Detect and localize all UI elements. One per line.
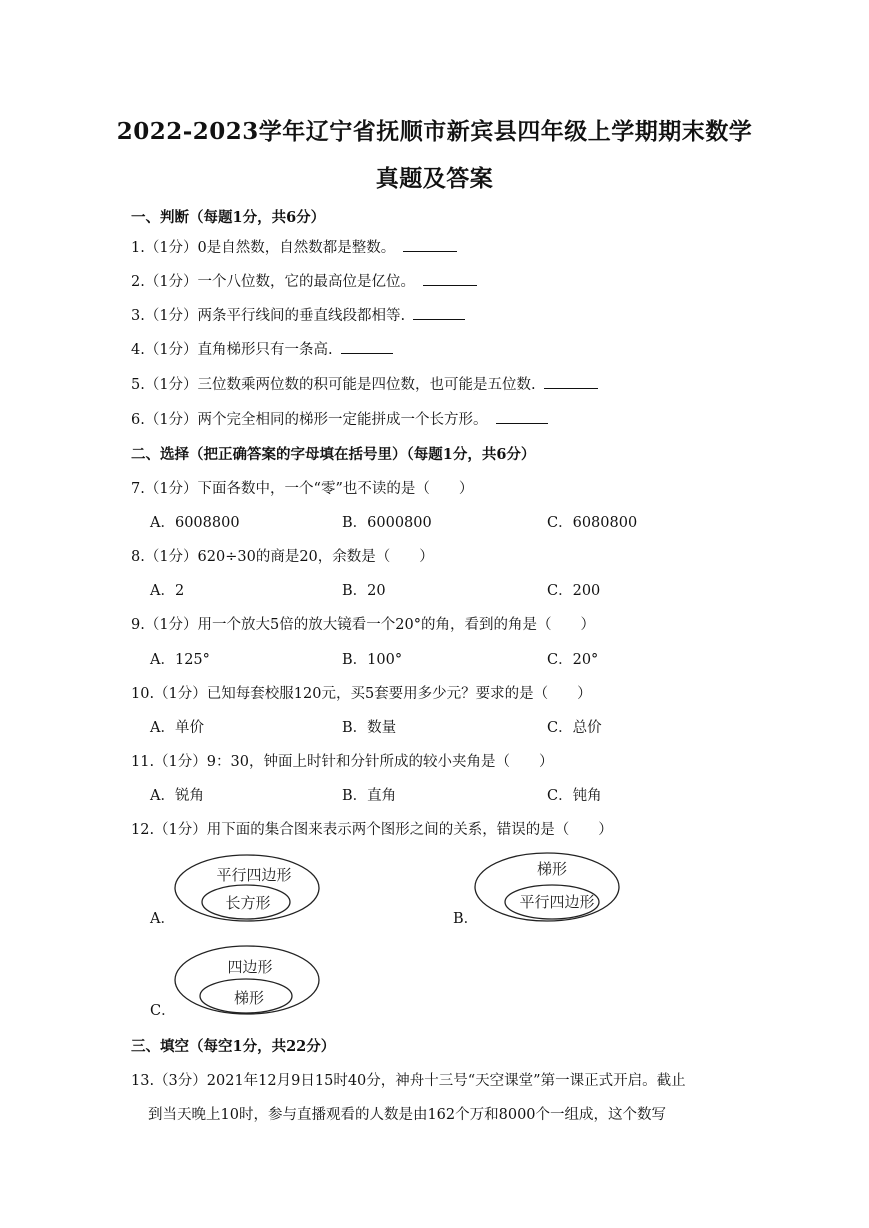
question-8-text: 8.（1分）620÷30的商是20，余数是（ ） [131, 549, 434, 565]
question-6 [131, 408, 548, 429]
answer-blank[interactable] [403, 250, 457, 252]
question-9-option-c[interactable]: C．20° [547, 652, 599, 668]
question-9-option-a[interactable]: A．125° [150, 652, 210, 668]
question-7-text: 7.（1分）下面各数中，一个“零”也不读的是（ ） [131, 481, 474, 497]
question-8-option-c[interactable]: C．200 [547, 583, 601, 599]
inner-label: 梯形 [233, 989, 265, 1007]
question-10-text: 10.（1分）已知每套校服120元，买5套要用多少元？要求的是（ ） [131, 686, 592, 702]
question-10-option-c[interactable]: C．总价 [547, 720, 602, 736]
question-2-text: 2.（1分）一个八位数，它的最高位是亿位。 [131, 274, 416, 290]
question-13-line-1: 13.（3分）2021年12月9日15时40分，神舟十三号“天空课堂”第一课正式开启。截止 [131, 1073, 686, 1089]
question-9-text: 9.（1分）用一个放大5倍的放大镜看一个20°的角，看到的角是（ ） [131, 617, 595, 633]
section-1-heading: 一、判断（每题1分，共6分） [131, 209, 326, 226]
outer-label: 梯形 [536, 860, 568, 878]
question-6-text: 6.（1分）两个完全相同的梯形一定能拼成一个长方形。 [131, 412, 488, 428]
question-1-text: 1.（1分）0是自然数，自然数都是整数。 [131, 240, 396, 256]
question-12-option-a-letter[interactable]: A． [150, 911, 175, 927]
question-7-option-a[interactable]: A．6008800 [150, 515, 240, 531]
document-title-line2: 真题及答案 [375, 165, 494, 192]
answer-blank[interactable] [423, 284, 477, 286]
question-11-option-a[interactable]: A．锐角 [150, 788, 204, 804]
question-12-option-b-letter[interactable]: B． [453, 911, 479, 927]
document-title-line1: 2022-2023学年辽宁省抚顺市新宾县四年级上学期期末数学 [116, 118, 753, 145]
question-7-option-c[interactable]: C．6080800 [547, 515, 638, 531]
question-5 [131, 373, 598, 394]
section-3-heading: 三、填空（每空1分，共22分） [131, 1038, 336, 1055]
question-3-text: 3.（1分）两条平行线间的垂直线段都相等. [131, 308, 406, 324]
question-9-option-b[interactable]: B．100° [342, 652, 403, 668]
answer-blank[interactable] [544, 387, 598, 389]
question-5-text: 5.（1分）三位数乘两位数的积可能是四位数，也可能是五位数. [131, 377, 536, 393]
question-8-option-a[interactable]: A．2 [150, 583, 185, 599]
question-13-line-2: 到当天晚上10时，参与直播观看的人数是由162个万和8000个一组成，这个数写 [148, 1107, 667, 1123]
answer-blank[interactable] [496, 422, 548, 424]
question-10-option-a[interactable]: A．单价 [150, 720, 204, 736]
question-3 [131, 304, 465, 325]
question-11-option-c[interactable]: C．钝角 [547, 788, 602, 804]
question-10-option-b[interactable]: B．数量 [342, 720, 397, 736]
venn-diagram-b [472, 850, 622, 924]
question-4 [131, 338, 393, 359]
question-12-text: 12.（1分）用下面的集合图来表示两个图形之间的关系，错误的是（ ） [131, 822, 613, 838]
question-1 [131, 236, 457, 257]
outer-label: 四边形 [227, 958, 273, 976]
question-7-option-b[interactable]: B．6000800 [342, 515, 432, 531]
question-11-text: 11.（1分）9：30，钟面上时针和分针所成的较小夹角是（ ） [131, 754, 554, 770]
inner-label: 平行四边形 [519, 893, 595, 911]
inner-label: 长方形 [225, 894, 271, 912]
question-2 [131, 270, 477, 291]
section-2-heading: 二、选择（把正确答案的字母填在括号里）（每题1分，共6分） [131, 446, 536, 463]
venn-diagram-c [172, 943, 324, 1017]
answer-blank[interactable] [413, 318, 465, 320]
question-11-option-b[interactable]: B．直角 [342, 788, 397, 804]
question-4-text: 4.（1分）直角梯形只有一条高. [131, 342, 333, 358]
venn-diagram-a [172, 852, 324, 924]
outer-label: 平行四边形 [216, 866, 292, 884]
answer-blank[interactable] [341, 352, 393, 354]
question-8-option-b[interactable]: B．20 [342, 583, 386, 599]
question-12-option-c-letter[interactable]: C． [150, 1003, 176, 1019]
